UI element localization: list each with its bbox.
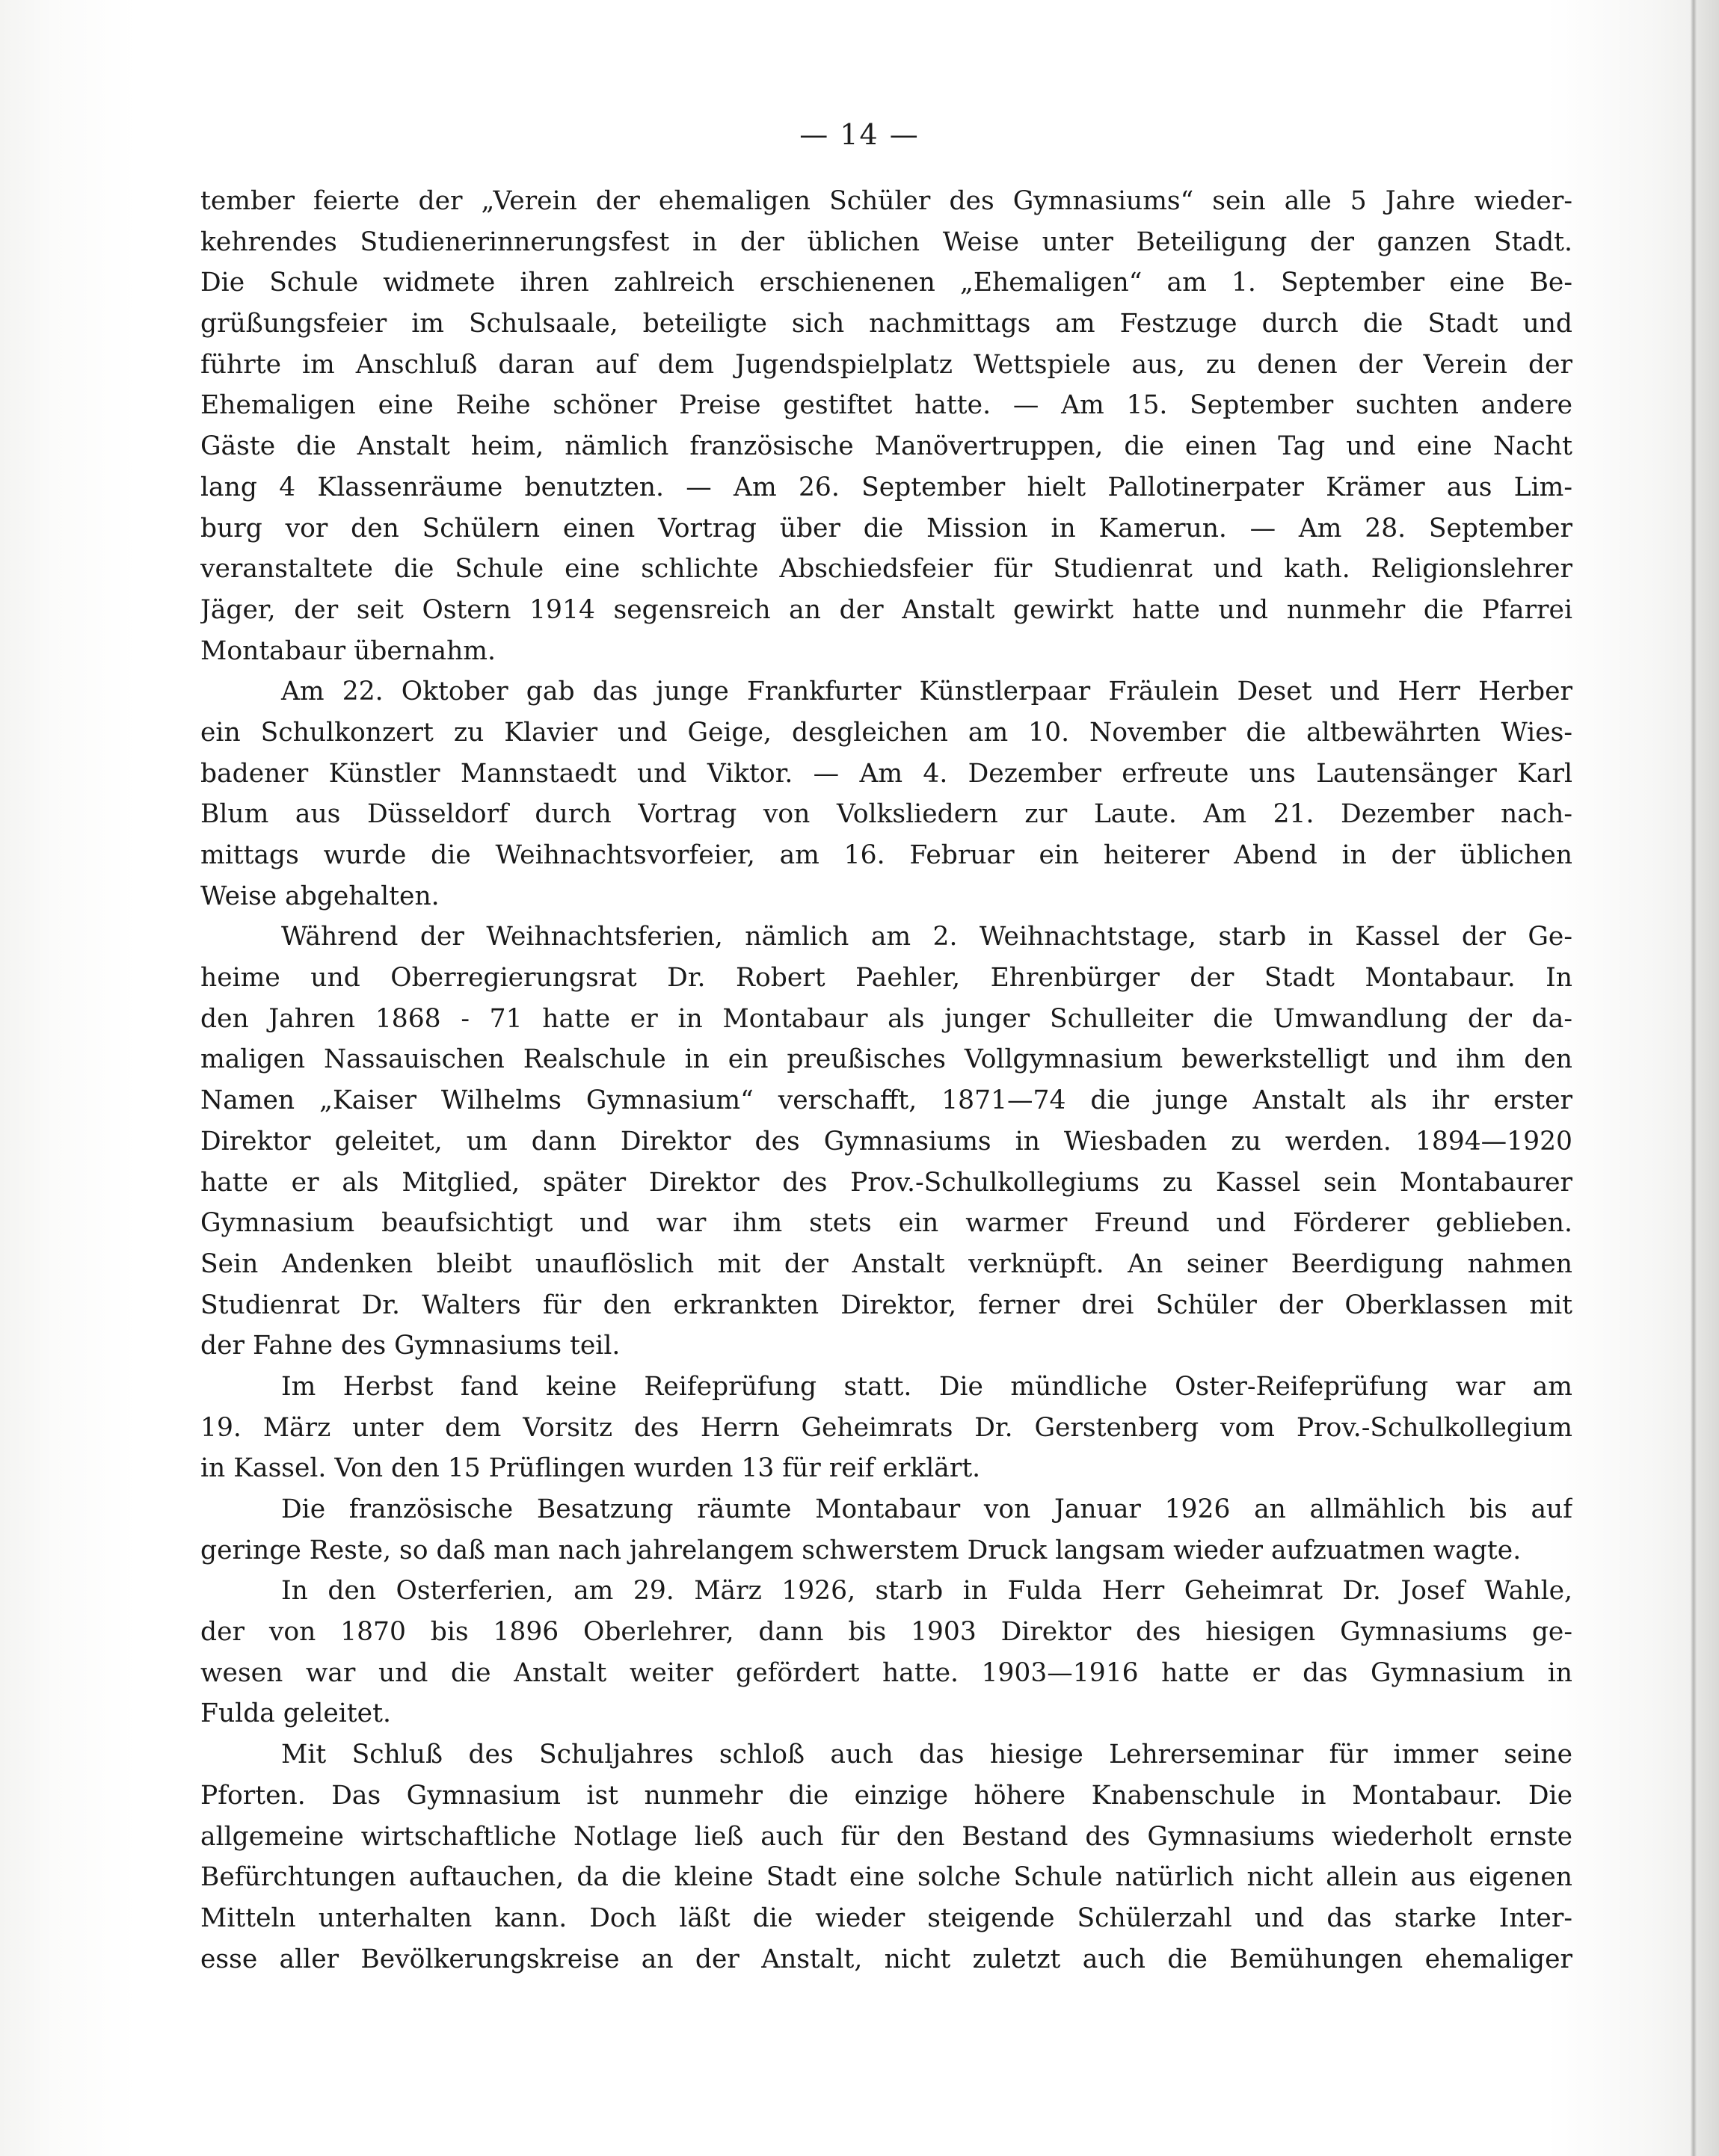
- text-line: Während der Weihnachtsferien, nämlich am 2. Weihnachtstage, starb in Kassel der Ge-: [281, 922, 1572, 952]
- text-line: führte im Anschluß daran auf dem Jugendspielplatz Wettspiele aus, zu denen der Verein der: [200, 349, 1572, 380]
- text-line: Direktor geleitet, um dann Direktor des Gymnasiums in Wiesbaden zu werden. 1894—1920: [200, 1126, 1572, 1156]
- text-line: esse aller Bevölkerungskreise an der Anstalt, nicht zuletzt auch die Bemühungen ehemaliger: [200, 1944, 1572, 1974]
- text-line: Namen „Kaiser Wilhelms Gymnasium“ verschafft, 1871—74 die junge Anstalt als ihr erster: [200, 1085, 1572, 1116]
- text-line: Mitteln unterhalten kann. Doch läßt die wieder steigende Schülerzahl und das starke Inter-: [200, 1903, 1572, 1933]
- text-line: Fulda geleitet.: [200, 1698, 391, 1729]
- text-line: Pforten. Das Gymnasium ist nunmehr die einzige höhere Knabenschule in Montabaur. Die: [200, 1780, 1572, 1811]
- text-line: tember feierte der „Verein der ehemaligen Schüler des Gymnasiums“ sein alle 5 Jahre wieder-: [200, 186, 1572, 216]
- text-line: hatte er als Mitglied, später Direktor des Prov.-Schulkollegiums zu Kassel sein Montabaurer: [200, 1167, 1572, 1198]
- text-line: Weise abgehalten.: [200, 881, 440, 911]
- text-line: Ehemaligen eine Reihe schöner Preise gestiftet hatte. — Am 15. September suchten andere: [200, 390, 1572, 421]
- text-line: Am 22. Oktober gab das junge Frankfurter Künstlerpaar Fräulein Deset und Herr Herber: [281, 677, 1572, 707]
- text-line: Mit Schluß des Schuljahres schloß auch das hiesige Lehrerseminar für immer seine: [281, 1740, 1572, 1770]
- text-line: Gymnasium beaufsichtigt und war ihm stets ein warmer Freund und Förderer geblieben.: [200, 1208, 1572, 1239]
- text-line: ein Schulkonzert zu Klavier und Geige, desgleichen am 10. November die altbewährten Wies-: [200, 717, 1572, 748]
- text-line: wesen war und die Anstalt weiter gefördert hatte. 1903—1916 hatte er das Gymnasium in: [200, 1657, 1572, 1688]
- text-line: allgemeine wirtschaftliche Notlage ließ auch für den Bestand des Gymnasiums wiederholt ernste: [200, 1821, 1572, 1852]
- text-line: maligen Nassauischen Realschule in ein preußisches Vollgymnasium bewerkstelligt und ihm den: [200, 1044, 1572, 1075]
- text-line: Im Herbst fand keine Reifeprüfung statt. Die mündliche Oster-Reifeprüfung war am: [281, 1371, 1572, 1402]
- page-number: — 14 —: [799, 118, 920, 151]
- text-line: heime und Oberregierungsrat Dr. Robert Paehler, Ehrenbürger der Stadt Montabaur. In: [200, 963, 1572, 994]
- text-line: mittags wurde die Weihnachtsvorfeier, am 16. Februar ein heiterer Abend in der üblichen: [200, 840, 1572, 870]
- text-line: burg vor den Schülern einen Vortrag über die Mission in Kamerun. — Am 28. September: [200, 513, 1572, 543]
- text-line: den Jahren 1868 - 71 hatte er in Montabaur als junger Schulleiter die Umwandlung der da-: [200, 1003, 1572, 1034]
- text-line: in Kassel. Von den 15 Prüflingen wurden 13 für reif erklärt.: [200, 1453, 981, 1484]
- text-line: Jäger, der seit Ostern 1914 segensreich an der Anstalt gewirkt hatte und nunmehr die Pfarrei: [200, 594, 1572, 625]
- text-line: Gäste die Anstalt heim, nämlich französische Manövertruppen, die einen Tag und eine Nacht: [200, 431, 1572, 462]
- text-line: geringe Reste, so daß man nach jahrelangem schwerstem Druck langsam wieder aufzuatmen wagte.: [200, 1535, 1522, 1565]
- text-line: 19. März unter dem Vorsitz des Herrn Geheimrats Dr. Gerstenberg vom Prov.-Schulkollegium: [200, 1412, 1572, 1443]
- text-line: der von 1870 bis 1896 Oberlehrer, dann bis 1903 Direktor des hiesigen Gymnasiums ge-: [200, 1617, 1572, 1648]
- text-line: Blum aus Düsseldorf durch Vortrag von Volksliedern zur Laute. Am 21. Dezember nach-: [200, 799, 1572, 830]
- text-line: der Fahne des Gymnasiums teil.: [200, 1331, 621, 1361]
- text-line: Montabaur übernahm.: [200, 635, 496, 666]
- text-line: Studienrat Dr. Walters für den erkrankten Direktor, ferner drei Schüler der Oberklassen mit: [200, 1290, 1572, 1320]
- text-line: Befürchtungen auftauchen, da die kleine Stadt eine solche Schule natürlich nicht allein aus eigenen: [200, 1862, 1572, 1893]
- text-line: Die französische Besatzung räumte Montabaur von Januar 1926 an allmählich bis auf: [281, 1494, 1572, 1524]
- binding-shadow: [1697, 0, 1719, 2156]
- text-line: veranstaltete die Schule eine schlichte Abschiedsfeier für Studienrat und kath. Religionslehrer: [200, 554, 1572, 585]
- text-line: lang 4 Klassenräume benutzten. — Am 26. September hielt Pallotinerpater Krämer aus Lim-: [200, 472, 1572, 502]
- text-line: kehrendes Studienerinnerungsfest in der üblichen Weise unter Beteiligung der ganzen Stadt.: [200, 227, 1572, 257]
- body-text: [200, 181, 1572, 1980]
- text-line: grüßungsfeier im Schulsaale, beteiligte sich nachmittags am Festzuge durch die Stadt und: [200, 309, 1572, 339]
- text-line: In den Osterferien, am 29. März 1926, starb in Fulda Herr Geheimrat Dr. Josef Wahle,: [281, 1576, 1572, 1607]
- text-line: badener Künstler Mannstaedt und Viktor. — Am 4. Dezember erfreute uns Lautensänger Karl: [200, 758, 1572, 789]
- text-line: Sein Andenken bleibt unauflöslich mit der Anstalt verknüpft. An seiner Beerdigung nahmen: [200, 1248, 1572, 1279]
- text-line: Die Schule widmete ihren zahlreich erschienenen „Ehemaligen“ am 1. September eine Be-: [200, 268, 1572, 298]
- binding-edge: [1691, 0, 1697, 2156]
